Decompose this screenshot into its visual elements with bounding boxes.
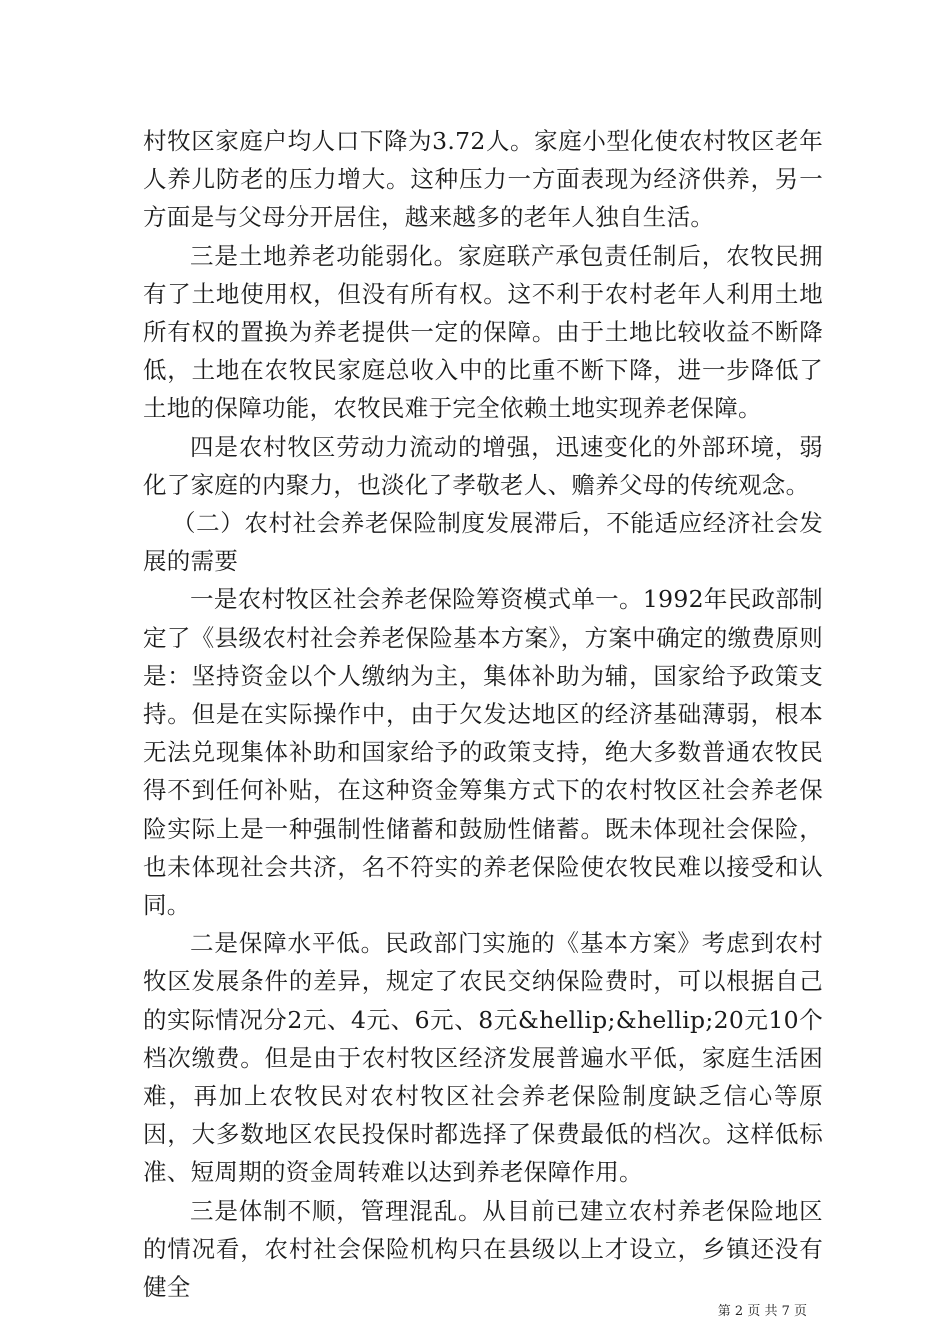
section-heading: （二）农村社会养老保险制度发展滞后，不能适应经济社会发展的需要 — [143, 509, 823, 576]
page-number: 第 2 页 共 7 页 — [717, 1304, 807, 1319]
paragraph-labor-mobility: 四是农村牧区劳动力流动的增强，迅速变化的外部环境，弱化了家庭的内聚力，也淡化了孝敬老人、赡养父母的传统观念。 — [143, 432, 823, 499]
paragraph-management: 三是体制不顺，管理混乱。从目前已建立农村养老保险地区的情况看，农村社会保险机构只在县级以上才设立，乡镇还没有健全 — [143, 1196, 823, 1302]
paragraph-low-coverage: 二是保障水平低。民政部门实施的《基本方案》考虑到农村牧区发展条件的差异，规定了农民交纳保险费时，可以根据自己的实际情况分2元、4元、6元、8元&hellip;&hellip;20元10个档次缴费。但是由于农村牧区经济发展普遍水平低，家庭生活困难，再加上农牧民对农村牧区社会养老保险制度缺乏信心等原因，大多数地区农民投保时都选择了保费最低的档次。这样低标准、短周期的资金周转难以达到养老保障作用。 — [143, 929, 823, 1187]
document-body — [143, 122, 823, 1306]
paragraph-funding-model: 一是农村牧区社会养老保险筹资模式单一。1992年民政部制定了《县级农村社会养老保险基本方案》，方案中确定的缴费原则是：坚持资金以个人缴纳为主，集体补助为辅，国家给予政策支持。但是在实际操作中，由于欠发达地区的经济基础薄弱，根本无法兑现集体补助和国家给予的政策支持，绝大多数普通农牧民得不到任何补贴，在这种资金筹集方式下的农村牧区社会养老保险实际上是一种强制性储蓄和鼓励性储蓄。既未体现社会保险，也未体现社会共济，名不符实的养老保险使农牧民难以接受和认同。 — [143, 585, 823, 920]
paragraph-continuation: 村牧区家庭户均人口下降为3.72人。家庭小型化使农村牧区老年人养儿防老的压力增大。这种压力一方面表现为经济供养，另一方面是与父母分开居住，越来越多的老年人独自生活。 — [143, 127, 823, 232]
paragraph-land-pension: 三是土地养老功能弱化。家庭联产承包责任制后，农牧民拥有了土地使用权，但没有所有权。这不利于农村老年人利用土地所有权的置换为养老提供一定的保障。由于土地比较收益不断降低，土地在农牧民家庭总收入中的比重不断下降，进一步降低了土地的保障功能，农牧民难于完全依赖土地实现养老保障。 — [143, 241, 823, 423]
